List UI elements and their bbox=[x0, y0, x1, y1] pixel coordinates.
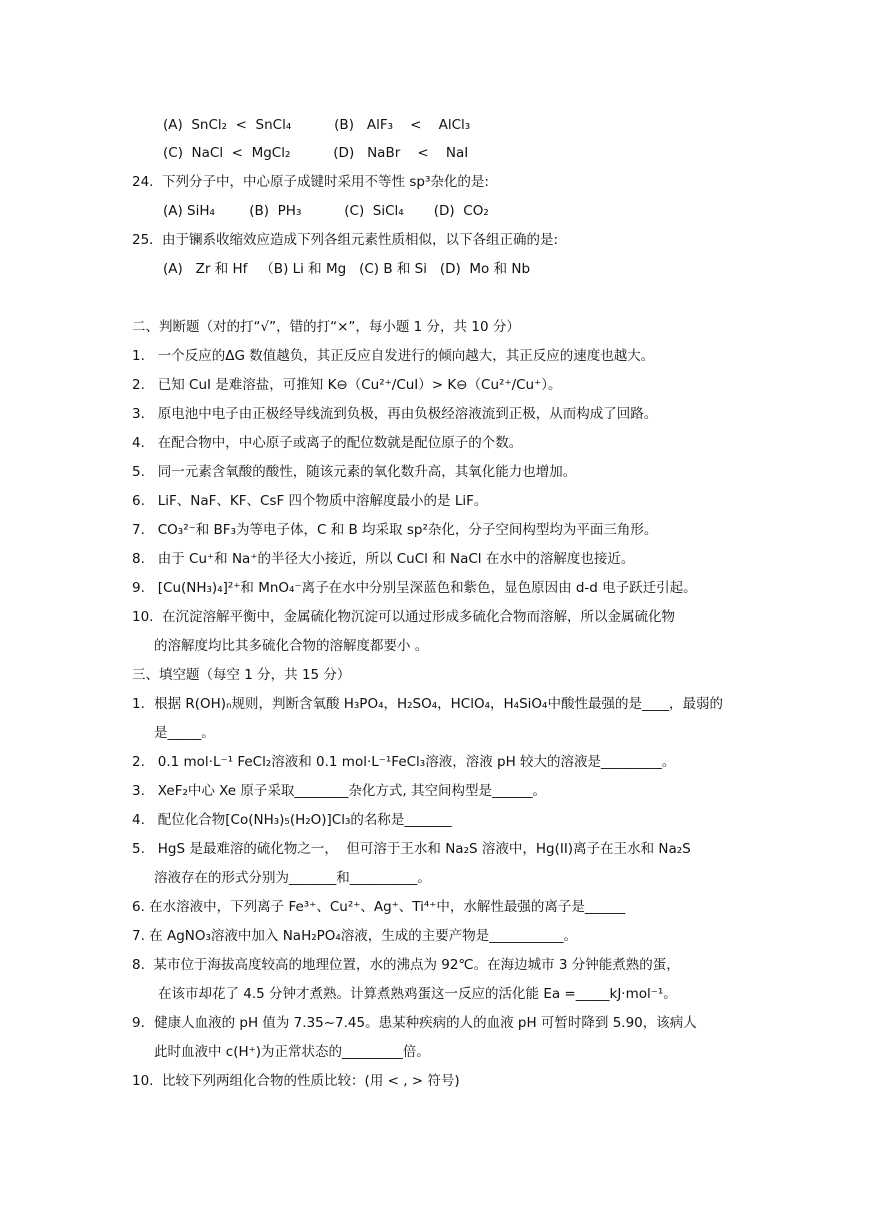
fill-item-5: 5. HgS 是最难溶的硫化物之一， 但可溶于王水和 Na₂S 溶液中，Hg(II)离子在王水和 Na₂S bbox=[132, 841, 691, 857]
tf-item-9: 9. [Cu(NH₃)₄]²⁺和 MnO₄⁻离子在水中分别呈深蓝色和紫色，显色原因由 d-d 电子跃迁引起。 bbox=[132, 580, 697, 596]
tf-item-8: 8. 由于 Cu⁺和 Na⁺的半径大小接近，所以 CuCl 和 NaCl 在水中的溶解度也接近。 bbox=[132, 551, 635, 567]
option-line-c-d: (C) NaCl < MgCl₂ (D) NaBr < NaI bbox=[163, 145, 469, 161]
tf-item-6: 6. LiF、NaF、KF、CsF 四个物质中溶解度最小的是 LiF。 bbox=[132, 493, 488, 509]
option-line-a-b: (A) SnCl₂ < SnCl₄ (B) AlF₃ < AlCl₃ bbox=[163, 117, 471, 133]
question-25-options: (A) Zr 和 Hf （B) Li 和 Mg (C) B 和 Si (D) Mo 和 Nb bbox=[163, 261, 531, 277]
tf-item-5: 5. 同一元素含氧酸的酸性，随该元素的氧化数升高，其氧化能力也增加。 bbox=[132, 464, 577, 480]
tf-item-10-cont: 的溶解度均比其多硫化合物的溶解度都要小 。 bbox=[154, 638, 429, 654]
fill-item-8: 8. 某市位于海拔高度较高的地理位置，水的沸点为 92℃。在海边城市 3 分钟能煮熟的蛋， bbox=[132, 957, 680, 973]
fill-item-7: 7. 在 AgNO₃溶液中加入 NaH₂PO₄溶液，生成的主要产物是___________。 bbox=[132, 928, 578, 944]
fill-item-8-cont: 在该市却花了 4.5 分钟才煮熟。计算煮熟鸡蛋这一反应的活化能 Ea =_____kJ·mol⁻¹。 bbox=[158, 986, 677, 1002]
fill-item-10: 10. 比较下列两组化合物的性质比较：(用 < , > 符号) bbox=[132, 1073, 460, 1089]
question-24-options: (A) SiH₄ (B) PH₃ (C) SiCl₄ (D) CO₂ bbox=[163, 203, 489, 219]
section-3-heading: 三、填空题（每空 1 分，共 15 分） bbox=[132, 667, 351, 683]
question-25: 25. 由于镧系收缩效应造成下列各组元素性质相似，以下各组正确的是: bbox=[132, 232, 559, 248]
fill-item-3: 3. XeF₂中心 Xe 原子采取________杂化方式, 其空间构型是______。 bbox=[132, 783, 546, 799]
fill-item-5-cont: 溶液存在的形式分别为_______和__________。 bbox=[154, 870, 431, 886]
tf-item-10: 10. 在沉淀溶解平衡中，金属硫化物沉淀可以通过形成多硫化合物而溶解，所以金属硫化物 bbox=[132, 609, 676, 625]
tf-item-7: 7. CO₃²⁻和 BF₃为等电子体，C 和 B 均采取 sp²杂化，分子空间构型均为平面三角形。 bbox=[132, 522, 658, 538]
fill-item-2: 2. 0.1 mol·L⁻¹ FeCl₂溶液和 0.1 mol·L⁻¹FeCl₃溶液，溶液 pH 较大的溶液是_________。 bbox=[132, 754, 676, 770]
section-2-heading: 二、判断题（对的打“√”，错的打“×”，每小题 1 分，共 10 分） bbox=[132, 319, 520, 335]
fill-item-9-cont: 此时血液中 c(H⁺)为正常状态的_________倍。 bbox=[154, 1044, 430, 1060]
tf-item-4: 4. 在配合物中，中心原子或离子的配位数就是配位原子的个数。 bbox=[132, 435, 523, 451]
fill-item-1-cont: 是_____。 bbox=[154, 725, 215, 741]
tf-item-2: 2. 已知 CuI 是难溶盐，可推知 K⊖（Cu²⁺/CuI）> K⊖（Cu²⁺/Cu⁺）。 bbox=[132, 377, 562, 393]
question-24: 24. 下列分子中，中心原子成键时采用不等性 sp³杂化的是: bbox=[132, 174, 489, 190]
tf-item-1: 1. 一个反应的ΔG 数值越负，其正反应自发进行的倾向越大，其正反应的速度也越大。 bbox=[132, 348, 655, 364]
fill-item-4: 4. 配位化合物[Co(NH₃)₅(H₂O)]Cl₃的名称是_______ bbox=[132, 812, 452, 828]
fill-item-6: 6. 在水溶液中，下列离子 Fe³⁺、Cu²⁺、Ag⁺、Ti⁴⁺中，水解性最强的离子是______ bbox=[132, 899, 626, 915]
fill-item-9: 9．健康人血液的 pH 值为 7.35~7.45。患某种疾病的人的血液 pH 可暂时降到 5.90，该病人 bbox=[132, 1015, 697, 1031]
fill-item-1: 1．根据 R(OH)ₙ规则，判断含氧酸 H₃PO₄，H₂SO₄，HClO₄，H₄SiO₄中酸性最强的是____，最弱的 bbox=[132, 696, 723, 712]
tf-item-3: 3. 原电池中电子由正极经导线流到负极，再由负极经溶液流到正极，从而构成了回路。 bbox=[132, 406, 658, 422]
